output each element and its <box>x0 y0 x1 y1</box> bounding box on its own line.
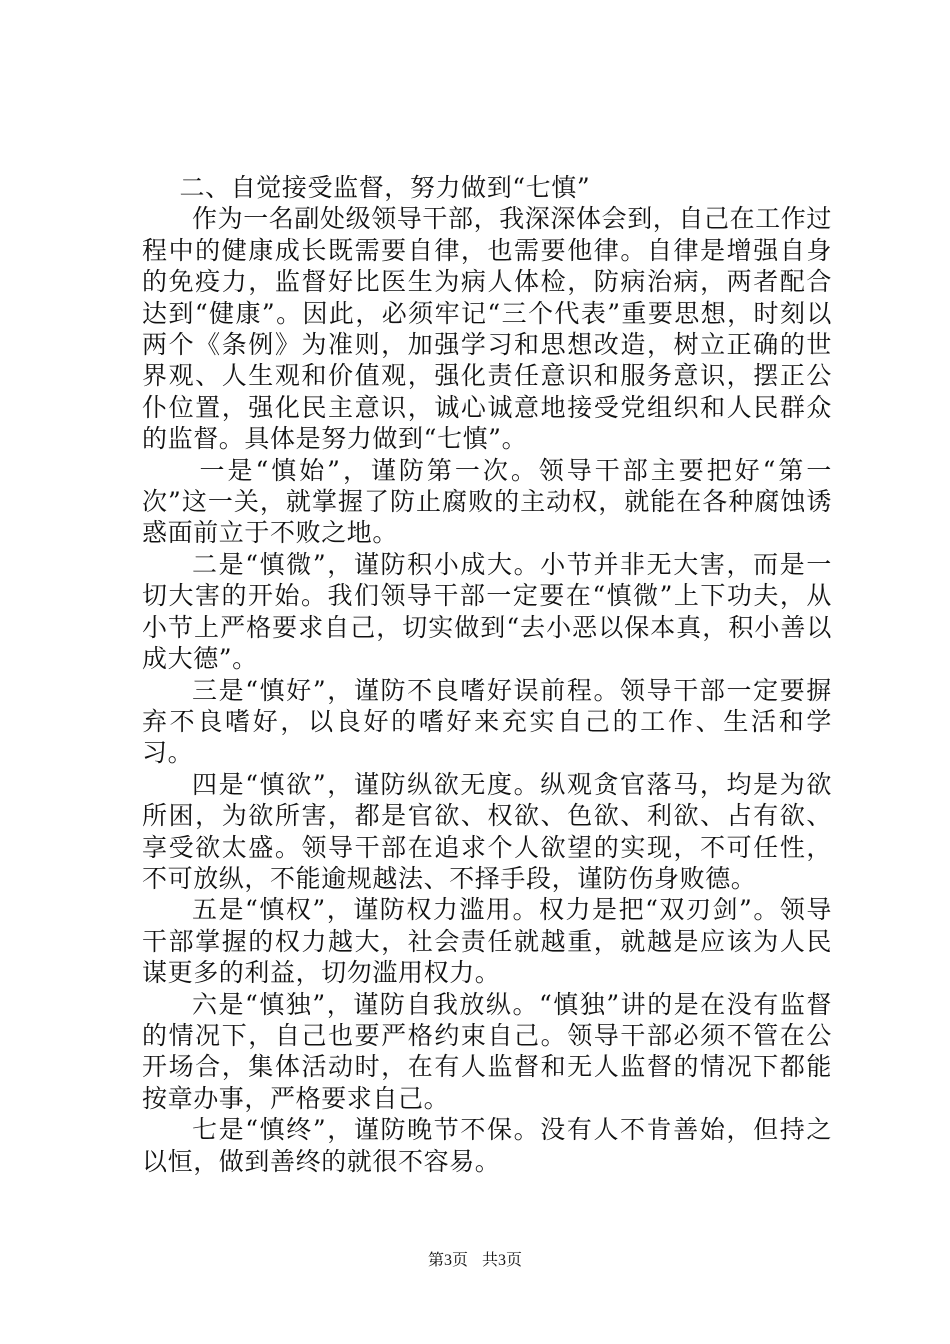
section-heading: 二、自觉接受监督，努力做到“七慎” <box>179 173 591 202</box>
page-total: 共3页 <box>482 1252 523 1269</box>
page-footer <box>0 1247 950 1270</box>
page-number: 第3页 <box>427 1252 468 1269</box>
paragraph-shen-wei: 二是“慎微”，谨防积小成大。小节并非无大害，而是一切大害的开始。我们领导干部一定要在“慎微”上下功夫，从小节上严格要求自己，切实做到“去小恶以保本真，积小善以成大德”。 <box>142 549 832 674</box>
paragraph-shen-hao: 三是“慎好”，谨防不良嗜好误前程。领导干部一定要摒弃不良嗜好，以良好的嗜好来充实自己的工作、生活和学习。 <box>142 675 832 768</box>
paragraph-shen-yu: 四是“慎欲”，谨防纵欲无度。纵观贪官落马，均是为欲所困，为欲所害，都是官欲、权欲、色欲、利欲、占有欲、享受欲太盛。领导干部在追求个人欲望的实现，不可任性，不可放纵，不能逾规越法、不择手段，谨防伤身败德。 <box>142 769 832 893</box>
document-body <box>142 172 832 1177</box>
paragraph-shen-du: 六是“慎独”，谨防自我放纵。“慎独”讲的是在没有监督的情况下，自己也要严格约束自己。领导干部必须不管在公开场合，集体活动时，在有人监督和无人监督的情况下都能按章办事，严格要求自己。 <box>142 989 832 1113</box>
paragraph-shen-shi: 一是“慎始”，谨防第一次。领导干部主要把好“第一次”这一关，就掌握了防止腐败的主动权，就能在各种腐蚀诱惑面前立于不败之地。 <box>142 455 832 548</box>
paragraph-shen-zhong: 七是“慎终”，谨防晚节不保。没有人不肯善始，但持之以恒，做到善终的就很不容易。 <box>142 1115 832 1176</box>
paragraph-intro: 作为一名副处级领导干部，我深深体会到，自己在工作过程中的健康成长既需要自律，也需要他律。自律是增强自身的免疫力，监督好比医生为病人体检，防病治病，两者配合达到“健康”。因此，必须牢记“三个代表”重要思想，时刻以两个《条例》为准则，加强学习和思想改造，树立正确的世界观、人生观和价值观，强化责任意识和服务意识，摆正公仆位置，强化民主意识，诚心诚意地接受党组织和人民群众的监督。具体是努力做到“七慎”。 <box>142 204 833 454</box>
paragraph-shen-quan: 五是“慎权”，谨防权力滥用。权力是把“双刃剑”。领导干部掌握的权力越大，社会责任就越重，就越是应该为人民谋更多的利益，切勿滥用权力。 <box>142 895 832 988</box>
